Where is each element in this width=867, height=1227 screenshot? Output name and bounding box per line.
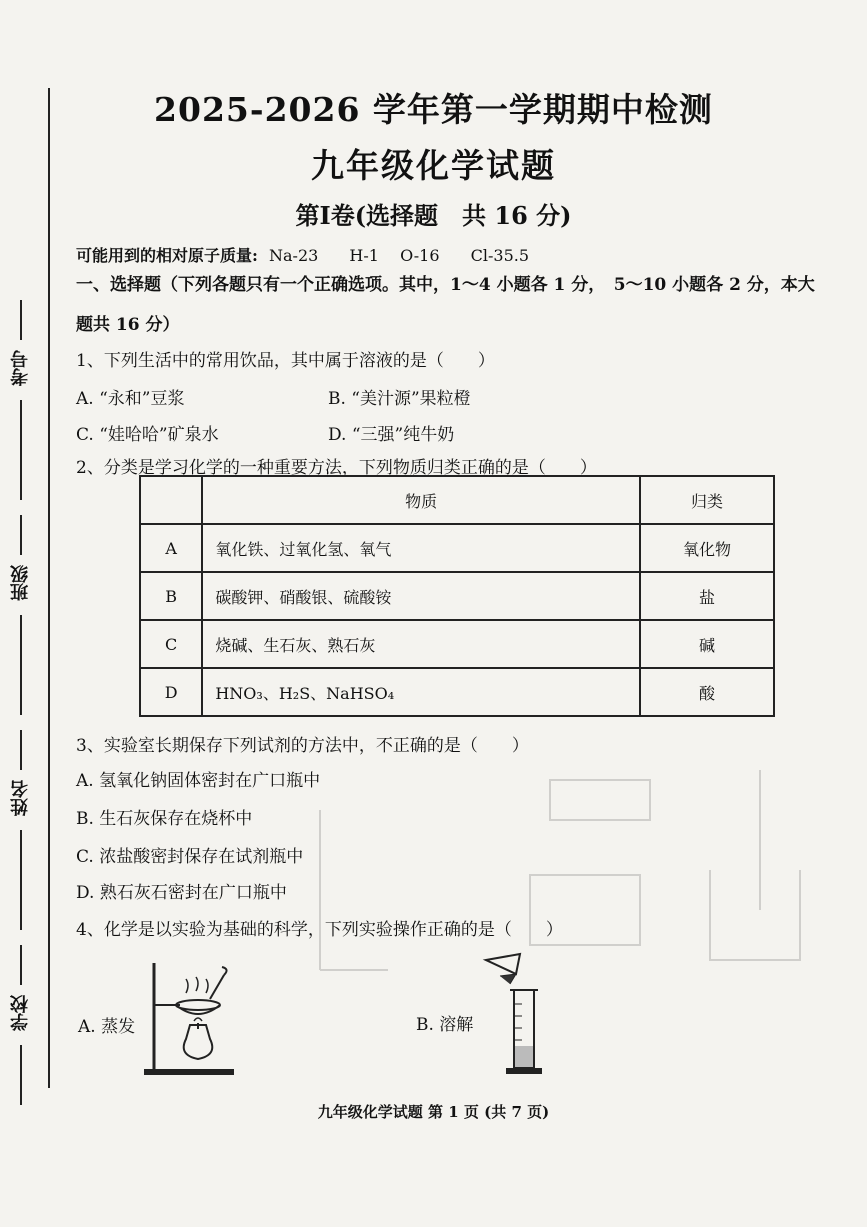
table-row (140, 572, 774, 620)
row-substances: HNO₃、H₂S、NaHSO₄ (202, 668, 640, 716)
atomic-mass-h: H-1 (349, 246, 379, 265)
row-key: D (140, 668, 202, 716)
row-key: C (140, 620, 202, 668)
q1-option-b: B. “美汁源”果粒橙 (328, 389, 471, 409)
q3-option-d: D. 熟石灰石密封在广口瓶中 (76, 883, 287, 903)
section-title: 第Ⅰ卷(选择题 共 16 分) (295, 201, 572, 230)
bleed-through-graph (300, 800, 390, 980)
q1-option-c: C. “娃哈哈”矿泉水 (76, 425, 219, 445)
table-row (140, 668, 774, 716)
q3-option-c: C. 浓盐酸密封保存在试剂瓶中 (76, 847, 304, 867)
evaporation-apparatus-icon (140, 955, 240, 1080)
table-header-key (140, 476, 202, 524)
row-substances: 烧碱、生石灰、熟石灰 (202, 620, 640, 668)
page-footer: 九年级化学试题 第 1 页 (共 7 页) (317, 1103, 550, 1121)
row-category: 碱 (640, 620, 774, 668)
row-key: B (140, 572, 202, 620)
table-header-row (140, 476, 774, 524)
exam-title: 2025-2026 学年第一学期期中检测 (154, 90, 713, 129)
q4-stem: 4、化学是以实验为基础的科学，下列实验操作正确的是（ ） (76, 920, 563, 940)
fill-line (20, 730, 22, 770)
q1-stem: 1、下列生活中的常用饮品，其中属于溶液的是（ ） (76, 351, 495, 371)
binding-line (48, 88, 50, 1088)
q1-option-d: D. “三强”纯牛奶 (328, 425, 455, 445)
table-row (140, 524, 774, 572)
q2-classification-table (139, 475, 775, 717)
fill-line (20, 615, 22, 715)
row-category: 氧化物 (640, 524, 774, 572)
fill-line (20, 945, 22, 985)
q2-stem: 2、分类是学习化学的一种重要方法，下列物质归类正确的是（ ） (76, 458, 597, 478)
fill-line (20, 300, 22, 340)
fill-line (20, 1045, 22, 1105)
graduated-cylinder-icon (480, 950, 560, 1080)
row-key: A (140, 524, 202, 572)
atomic-masses-label: 可能用到的相对原子质量: (76, 246, 258, 265)
row-substances: 碳酸钾、硝酸银、硫酸铵 (202, 572, 640, 620)
bleed-through-apparatus (520, 760, 820, 980)
atomic-mass-o: O-16 (400, 246, 440, 265)
row-category: 盐 (640, 572, 774, 620)
atomic-mass-na: Na-23 (269, 246, 319, 265)
row-category: 酸 (640, 668, 774, 716)
side-label-class: 班级 (10, 565, 31, 601)
fill-line (20, 515, 22, 555)
table-header-substances: 物质 (202, 476, 640, 524)
side-field-name (2, 730, 46, 930)
q1-option-a: A. “永和”豆浆 (76, 389, 185, 409)
section1-instructions-line2: 题共 16 分） (76, 315, 180, 335)
side-field-class (2, 515, 46, 715)
fill-line (20, 400, 22, 500)
section1-instructions-line1: 一、选择题（下列各题只有一个正确选项。其中，1～4 小题各 1 分， 5～10 小题各 2 分，本大 (76, 275, 815, 295)
atomic-masses (76, 243, 529, 266)
fill-line (20, 830, 22, 930)
q3-option-b: B. 生石灰保存在烧杯中 (76, 809, 253, 829)
q3-option-a: A. 氢氧化钠固体密封在广口瓶中 (76, 771, 321, 791)
table-header-category: 归类 (640, 476, 774, 524)
atomic-mass-cl: Cl-35.5 (470, 246, 530, 265)
q4-option-a: A. 蒸发 (78, 1017, 136, 1037)
q4-option-b: B. 溶解 (416, 1015, 474, 1035)
table-row (140, 620, 774, 668)
side-label-school: 学校 (10, 995, 31, 1031)
row-substances: 氧化铁、过氧化氢、氧气 (202, 524, 640, 572)
exam-subtitle: 九年级化学试题 (311, 146, 556, 185)
side-label-exam-number: 考号 (10, 350, 31, 386)
side-field-exam-number (2, 300, 46, 500)
q3-stem: 3、实验室长期保存下列试剂的方法中，不正确的是（ ） (76, 736, 529, 756)
side-label-name: 姓名 (10, 780, 31, 816)
